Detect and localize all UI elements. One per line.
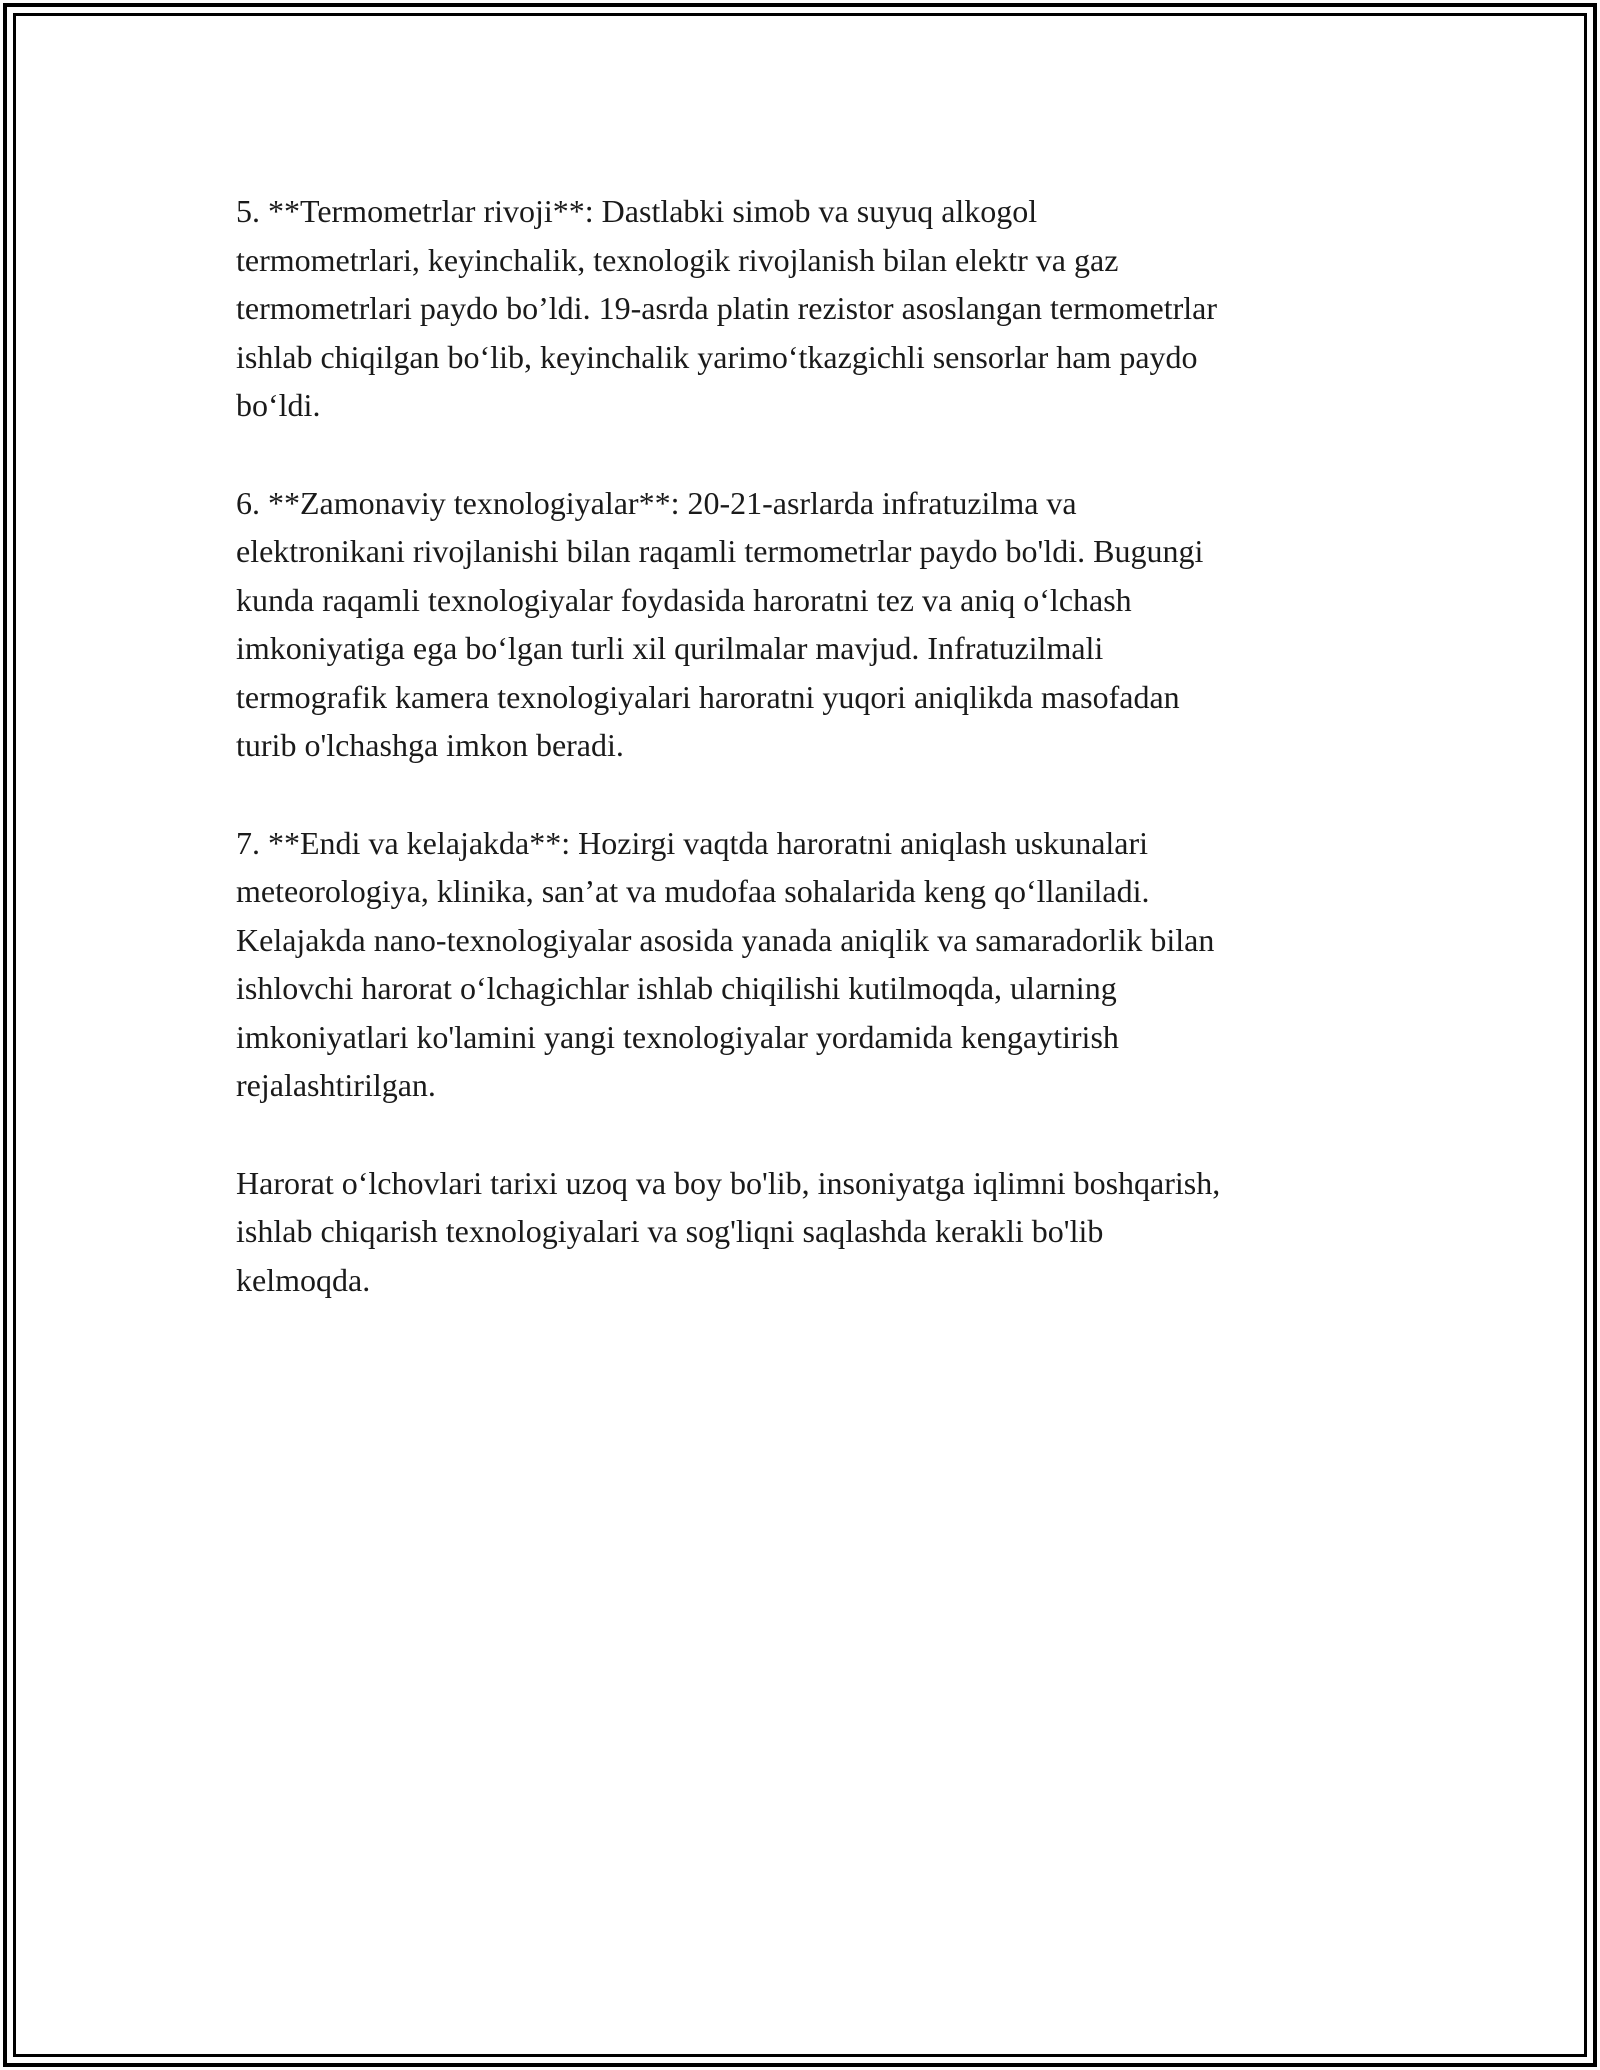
paragraph-conclusion [236, 1159, 1386, 1305]
text-line: Harorat o‘lchovlari tarixi uzoq va boy bo'lib, insoniyatga iqlimni boshqarish, [236, 1164, 1221, 1201]
text-line: rejalashtirilgan. [236, 1067, 436, 1103]
text-line: termometrlari, keyinchalik, texnologik rivojlanish bilan elektr va gaz [236, 241, 1119, 278]
paragraph-now-and-future [236, 819, 1386, 1110]
text-line: termografik kamera texnologiyalari haroratni yuqori aniqlikda masofadan [236, 678, 1180, 715]
text-line: turib o'lchashga imkon beradi. [236, 727, 624, 763]
text-line: imkoniyatiga ega bo‘lgan turli xil qurilmalar mavjud. Infratuzilmali [236, 630, 1104, 666]
text-line: bo‘ldi. [236, 387, 321, 423]
text-line: ishlab chiqarish texnologiyalari va sog'liqni saqlashda kerakli bo'lib [236, 1213, 1104, 1249]
text-line: ishlab chiqilgan bo‘lib, keyinchalik yarimo‘tkazgichli sensorlar ham paydo [236, 338, 1198, 375]
text-line: imkoniyatlari ko'lamini yangi texnologiyalar yordamida kengaytirish [236, 1018, 1119, 1055]
paragraph-thermometer-development [236, 187, 1386, 430]
document-body [236, 187, 1386, 1353]
text-line: Kelajakda nano-texnologiyalar asosida yanada aniqlik va samaradorlik bilan [236, 921, 1215, 958]
text-line: termometrlari paydo bo’ldi. 19-asrda platin rezistor asoslangan termometrlar [236, 290, 1217, 326]
text-line: kelmoqda. [236, 1261, 371, 1298]
text-line: meteorologiya, klinika, san’at va mudofaa sohalarida keng qo‘llaniladi. [236, 873, 1150, 909]
text-line: 6. **Zamonaviy texnologiyalar**: 20-21-asrlarda infratuzilma va [236, 484, 1077, 521]
text-line: 5. **Termometrlar rivoji**: Dastlabki simob va suyuq alkogol [236, 193, 1038, 229]
paragraph-modern-technologies [236, 479, 1386, 770]
text-line: 7. **Endi va kelajakda**: Hozirgi vaqtda haroratni aniqlash uskunalari [236, 824, 1149, 861]
text-line: elektronikani rivojlanishi bilan raqamli termometrlar paydo bo'ldi. Bugungi [236, 533, 1204, 569]
text-line: kunda raqamli texnologiyalar foydasida haroratni tez va aniq o‘lchash [236, 581, 1132, 618]
text-line: ishlovchi harorat o‘lchagichlar ishlab chiqilishi kutilmoqda, ularning [236, 970, 1117, 1006]
